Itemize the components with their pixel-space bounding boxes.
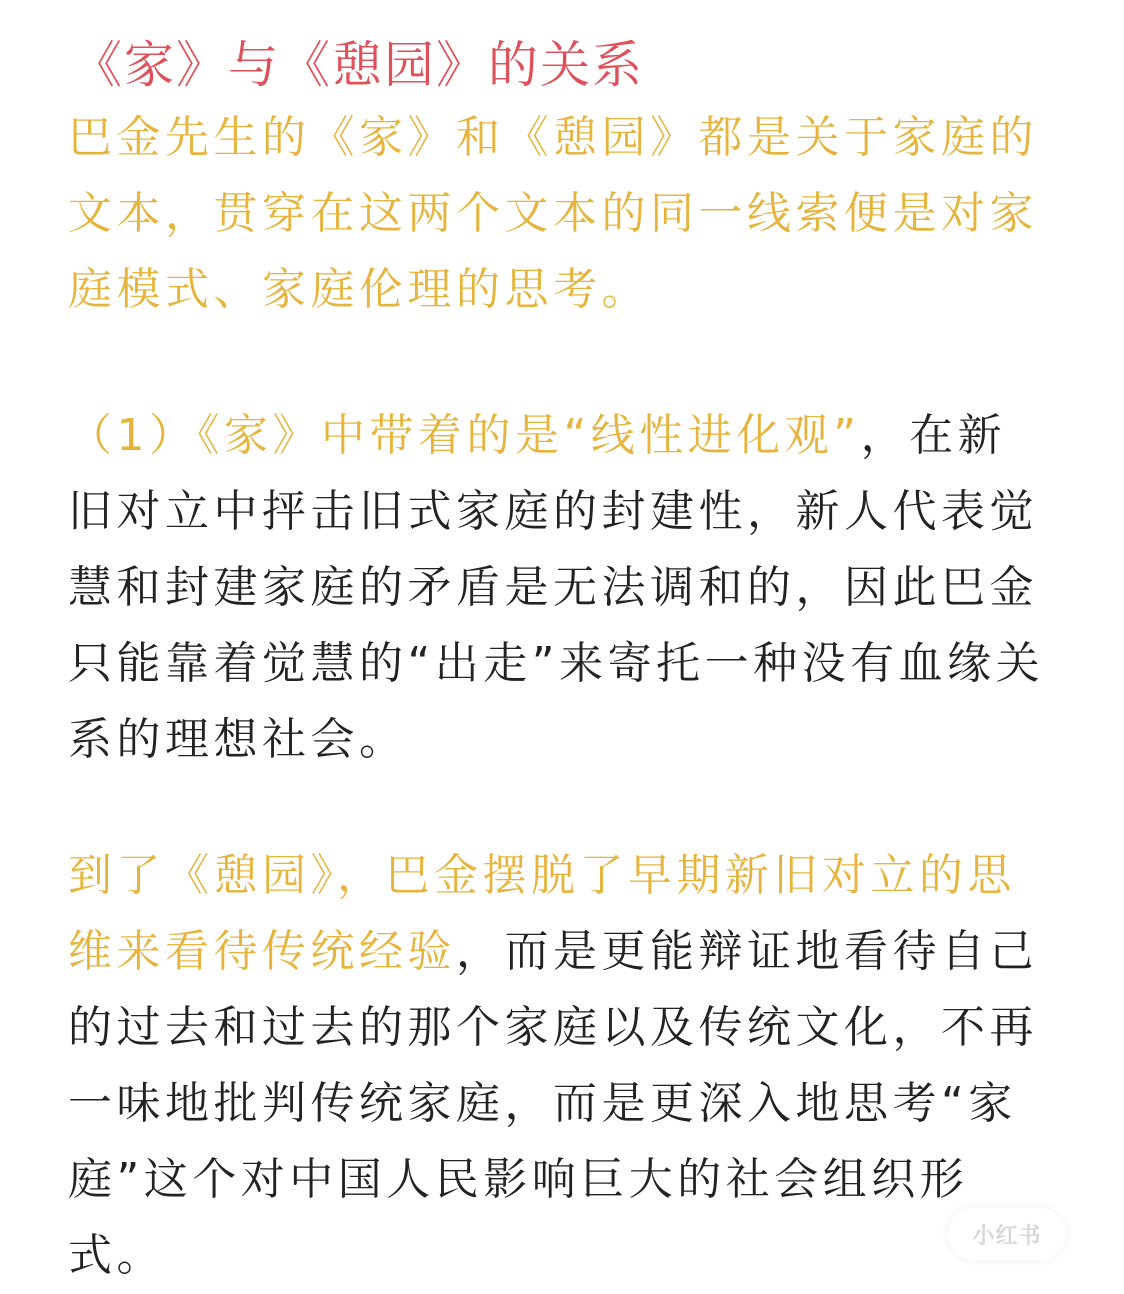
intro-paragraph: [68, 100, 1058, 328]
body-text: ，在新: [860, 410, 1007, 461]
text-line: 只能靠着觉慧的“出走”来寄托一种没有血缘关: [68, 638, 1045, 689]
point-one-paragraph: [68, 398, 1058, 778]
text-line: 到了《憩园》，巴金摆脱了早期新旧对立的思: [68, 850, 1016, 901]
text-line: 一味地批判传统家庭，而是更深入地思考“家: [68, 1078, 1017, 1129]
text-line: [68, 398, 1058, 474]
text-line: 庭模式、家庭伦理的思考。: [68, 264, 650, 315]
text-line: 巴金先生的《家》和《憩园》都是关于家庭的: [68, 112, 1038, 163]
point-two-paragraph: [68, 838, 1058, 1294]
watermark-logo: 小红书: [948, 1208, 1066, 1260]
body-text: ，而是更能辩证地看待自己: [456, 926, 1038, 977]
text-line: 系的理想社会。: [68, 714, 408, 765]
text-line: 庭”这个对中国人民影响巨大的社会组织形: [68, 1154, 969, 1205]
text-line: 文本，贯穿在这两个文本的同一线索便是对家: [68, 188, 1038, 239]
text-line: 慧和封建家庭的矛盾是无法调和的，因此巴金: [68, 562, 1038, 613]
text-line: 的过去和过去的那个家庭以及传统文化，不再: [68, 1002, 1038, 1053]
highlight-text: 维来看待传统经验: [68, 926, 456, 977]
highlight-text: （1）《家》中带着的是“线性进化观”: [68, 410, 861, 461]
text-line: [68, 914, 1058, 990]
text-line: 式。: [68, 1230, 165, 1281]
article-title: 《家》与《憩园》的关系: [72, 36, 644, 94]
text-line: 旧对立中抨击旧式家庭的封建性，新人代表觉: [68, 486, 1038, 537]
